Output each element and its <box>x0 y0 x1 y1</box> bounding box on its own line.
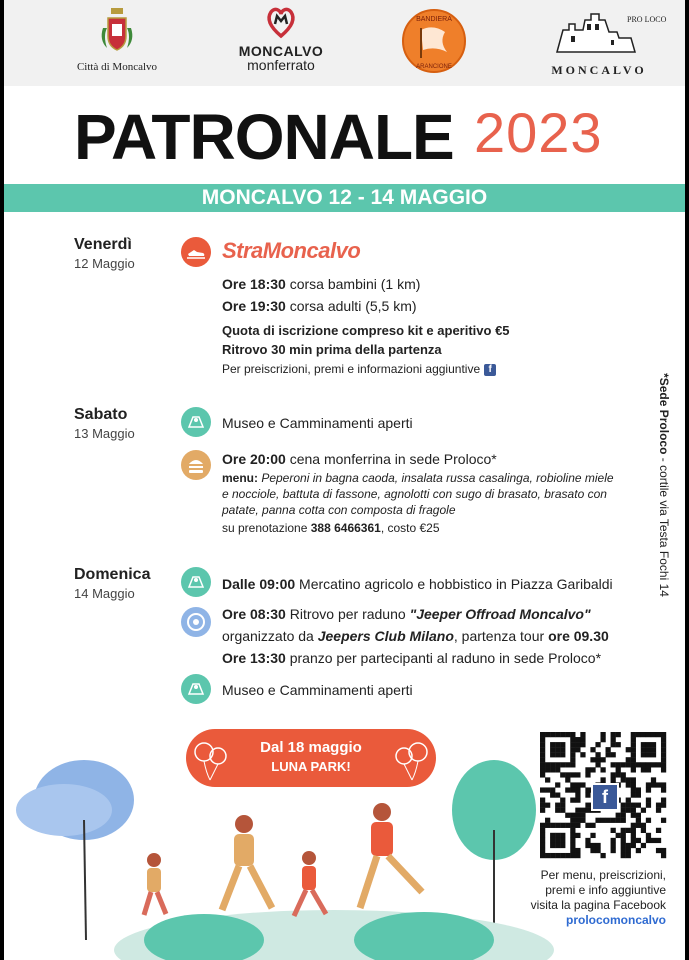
desc: corsa adulti (5,5 km) <box>285 298 417 314</box>
sede-rest: - cortile via Testa Fochi 14 <box>657 454 671 597</box>
proloco-logo <box>544 8 667 78</box>
time: Ore 18:30 <box>222 276 286 292</box>
time: Dalle 09:00 <box>222 576 296 592</box>
day-name: Sabato <box>74 406 128 423</box>
time: Ore 20:00 <box>222 451 286 467</box>
friday-info <box>222 362 496 376</box>
org-name: Jeepers Club Milano <box>317 628 454 644</box>
brand-moncalvo: MONCALVO <box>238 43 324 59</box>
stramoncalvo-title: StraMoncalvo <box>222 238 361 263</box>
bandiera-arancione-logo <box>399 8 469 79</box>
saturday-museum: Museo e Camminamenti aperti <box>222 415 413 431</box>
day-friday <box>74 236 135 271</box>
qr-info-line-1: Per menu, preiscrizioni, <box>540 868 666 882</box>
friday-line-2 <box>222 298 417 314</box>
burger-icon <box>181 450 211 480</box>
citta-logo <box>72 6 162 73</box>
saturday-dinner <box>222 451 497 467</box>
phone-number[interactable]: 388 6466361 <box>310 521 381 535</box>
page-title: PATRONALE <box>74 101 454 173</box>
map-icon <box>181 407 211 437</box>
map-icon <box>181 567 211 597</box>
menu-line-1 <box>222 471 614 485</box>
bandiera-bottom-label: ARANCIONE <box>416 64 452 70</box>
day-name: Venerdì <box>74 236 132 253</box>
sede-note <box>654 360 670 620</box>
day-date: 14 Maggio <box>74 586 135 601</box>
facebook-handle[interactable]: prolocomoncalvo <box>565 913 666 927</box>
qr-code[interactable] <box>540 732 666 858</box>
qr-info-line-3: visita la pagina Facebook <box>530 898 666 912</box>
desc: cena monferrina in sede Proloco* <box>285 451 497 467</box>
orange-flag-icon <box>401 8 467 74</box>
day-name: Domenica <box>74 566 151 583</box>
title-year: 2023 <box>474 101 603 164</box>
menu-line-2: e nocciole, battuta di fassone, agnolotti con sugo di brasato, brasato con <box>222 487 607 501</box>
date-band-text: MONCALVO 12 - 14 MAGGIO <box>201 186 488 209</box>
time: Ore 08:30 <box>222 606 286 622</box>
info-text: Per preiscrizioni, premi e informazioni aggiuntive <box>222 362 481 376</box>
day-saturday <box>74 406 135 441</box>
org-mid: , partenza tour <box>453 628 549 644</box>
coat-of-arms-icon <box>97 6 137 56</box>
day-date: 13 Maggio <box>74 426 135 441</box>
proloco-top-label: PRO LOCO <box>627 15 667 24</box>
sunday-market <box>222 576 613 592</box>
map-icon <box>181 674 211 704</box>
citta-caption: Città di Moncalvo <box>76 61 158 73</box>
facebook-icon: f <box>591 783 619 811</box>
castle-icon <box>549 8 667 58</box>
sunday-jeep <box>222 606 591 622</box>
poster <box>4 0 685 960</box>
proloco-name: MONCALVO <box>551 63 647 77</box>
sede-bold: *Sede Proloco <box>657 373 671 455</box>
jeep-wheel-icon <box>181 607 211 637</box>
bandiera-top-label: BANDIERA <box>416 16 452 23</box>
qr-info <box>504 868 666 928</box>
menu-line-3: patate, panna cotta con composta di fragole <box>222 503 456 517</box>
time: Ore 19:30 <box>222 298 286 314</box>
event-name: "Jeeper Offroad Moncalvo" <box>409 606 591 622</box>
desc: corsa bambini (1 km) <box>285 276 421 292</box>
saturday-booking <box>222 521 440 535</box>
day-date: 12 Maggio <box>74 256 135 271</box>
qr-info-line-2: premi e info aggiuntive <box>545 883 666 897</box>
booking-post: , costo €25 <box>380 521 440 535</box>
menu-text: Peperoni in bagna caoda, insalata russa casalinga, robioline miele <box>258 471 614 485</box>
friday-line-1 <box>222 276 420 292</box>
facebook-icon[interactable]: f <box>484 364 496 376</box>
friday-quota: Quota di iscrizione compreso kit e aperitivo €5 <box>222 323 510 338</box>
balloons-icon <box>390 738 430 782</box>
heart-m-icon <box>266 6 296 38</box>
moncalvo-monferrato-logo <box>226 6 336 73</box>
desc: Mercatino agricolo e hobbistico in Piazza Garibaldi <box>295 576 613 592</box>
friday-ritrovo: Ritrovo 30 min prima della partenza <box>222 342 442 357</box>
booking-pre: su prenotazione <box>222 521 311 535</box>
sunday-museum: Museo e Camminamenti aperti <box>222 682 413 698</box>
time: ore 09.30 <box>548 628 609 644</box>
sunday-org <box>222 628 609 644</box>
sunday-lunch <box>222 650 601 666</box>
desc: Ritrovo per raduno <box>285 606 410 622</box>
time: Ore 13:30 <box>222 650 286 666</box>
org-pre: organizzato da <box>222 628 318 644</box>
luna-line-2: LUNA PARK! <box>271 759 351 774</box>
menu-label: menu: <box>222 471 258 485</box>
luna-line-1: Dal 18 maggio <box>260 739 362 756</box>
brand-monferrato: monferrato <box>247 57 315 73</box>
balloons-icon <box>192 738 232 782</box>
running-shoe-icon <box>181 237 211 267</box>
desc: pranzo per partecipanti al raduno in sede Proloco* <box>285 650 602 666</box>
day-sunday <box>74 566 150 601</box>
